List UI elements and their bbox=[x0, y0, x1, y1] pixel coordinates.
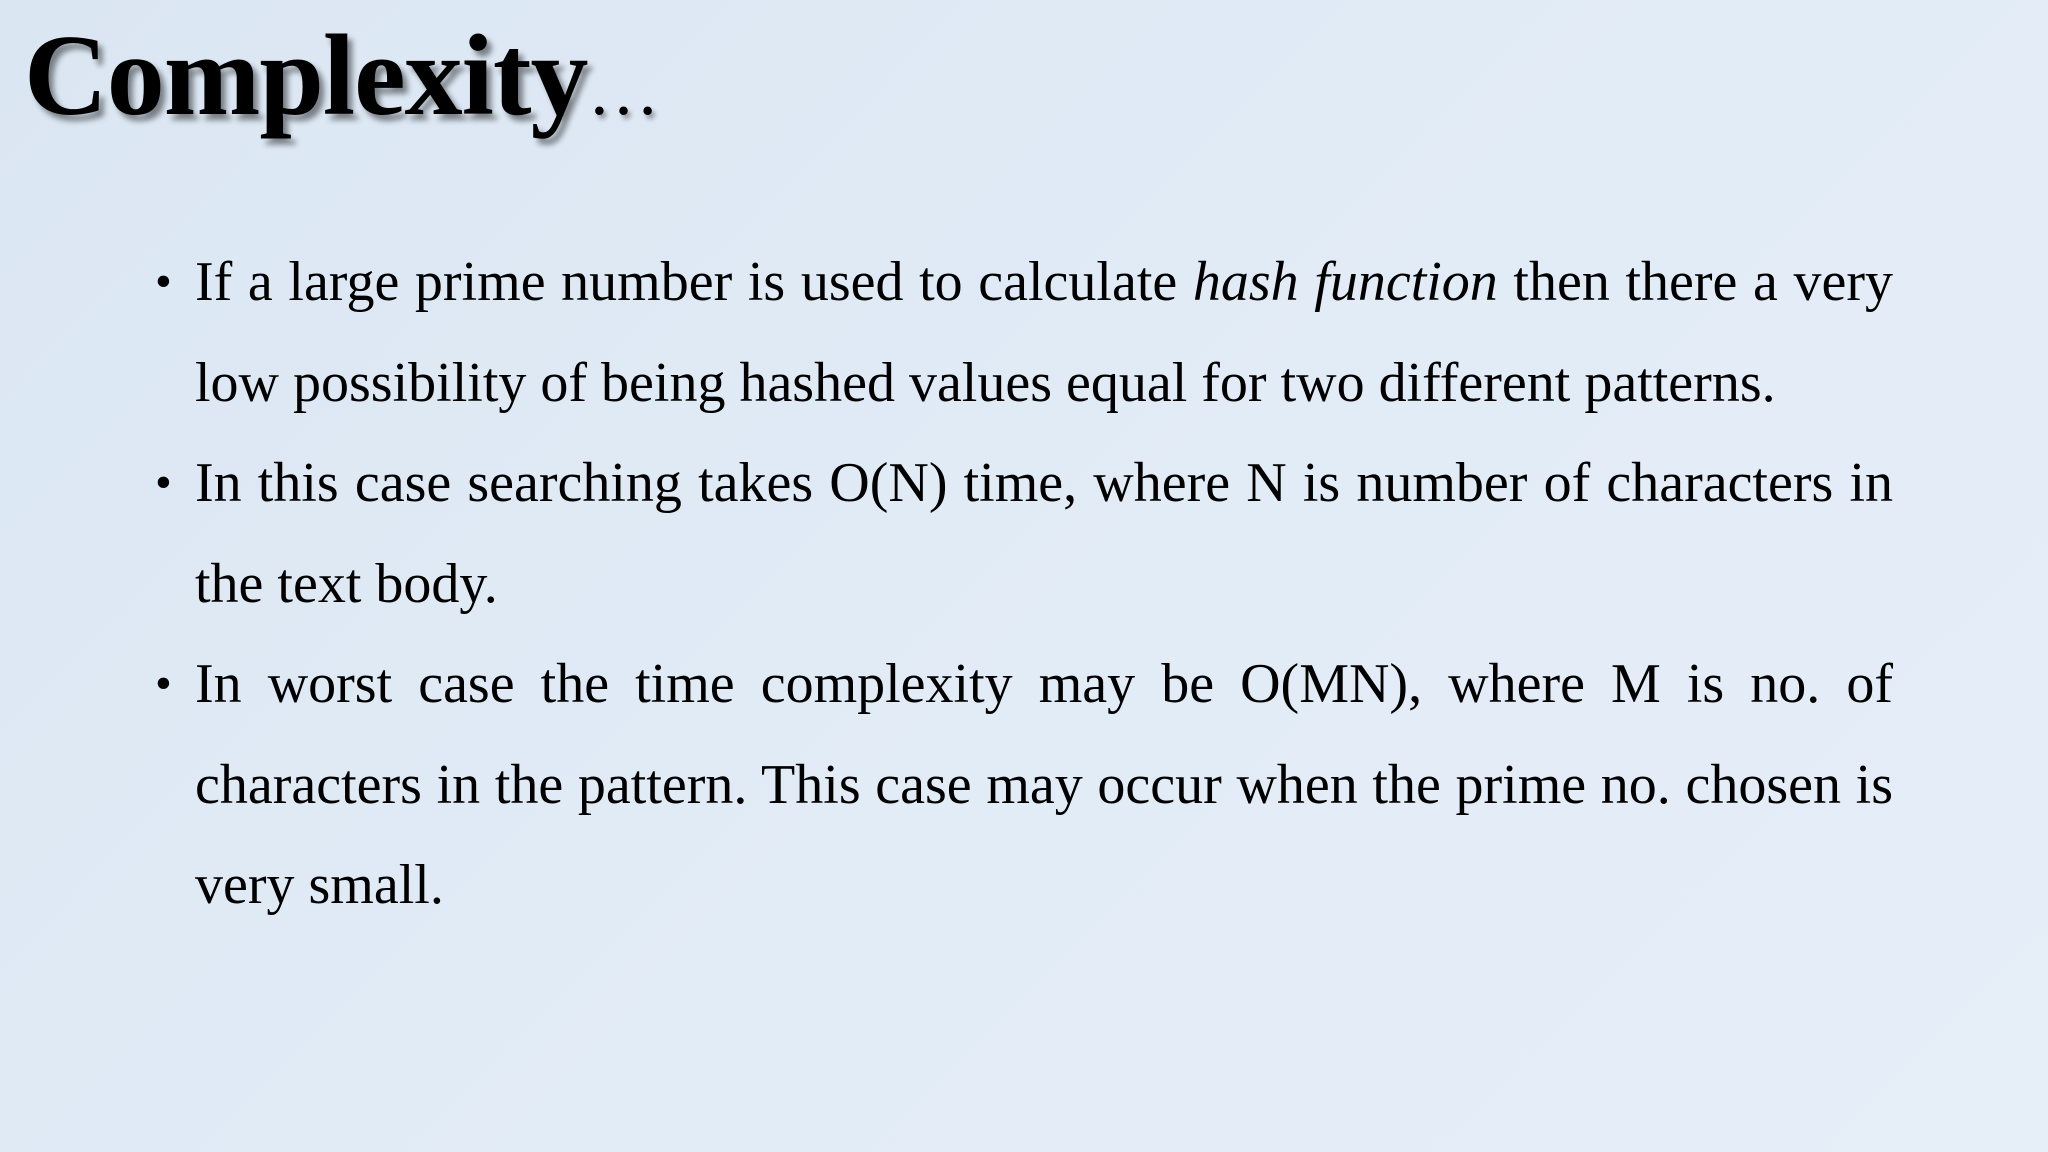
bullet-list bbox=[155, 232, 1893, 936]
bullet-icon: • bbox=[155, 657, 172, 710]
slide-title-ellipsis: … bbox=[587, 50, 660, 130]
bullet-item bbox=[155, 634, 1893, 936]
bullet-item bbox=[155, 433, 1893, 634]
bullet-emphasis: hash function bbox=[1192, 251, 1498, 313]
bullet-text: In this case searching takes O(N) time, where N is number of characters in the text body. bbox=[195, 452, 1893, 615]
bullet-icon: • bbox=[155, 255, 172, 308]
bullet-item bbox=[155, 232, 1893, 433]
slide-title bbox=[24, 12, 660, 140]
bullet-text-start: If a large prime number is used to calculate bbox=[195, 251, 1193, 313]
bullet-icon: • bbox=[155, 456, 172, 509]
bullet-text-end: then there a very low possibility of being hashed values equal for two different patterns. bbox=[195, 251, 1893, 414]
slide-title-text: Complexity bbox=[24, 12, 588, 140]
bullet-text: In worst case the time complexity may be O(MN), where M is no. of characters in the pattern. This case may occur when the prime no. chosen is very small. bbox=[195, 653, 1893, 916]
